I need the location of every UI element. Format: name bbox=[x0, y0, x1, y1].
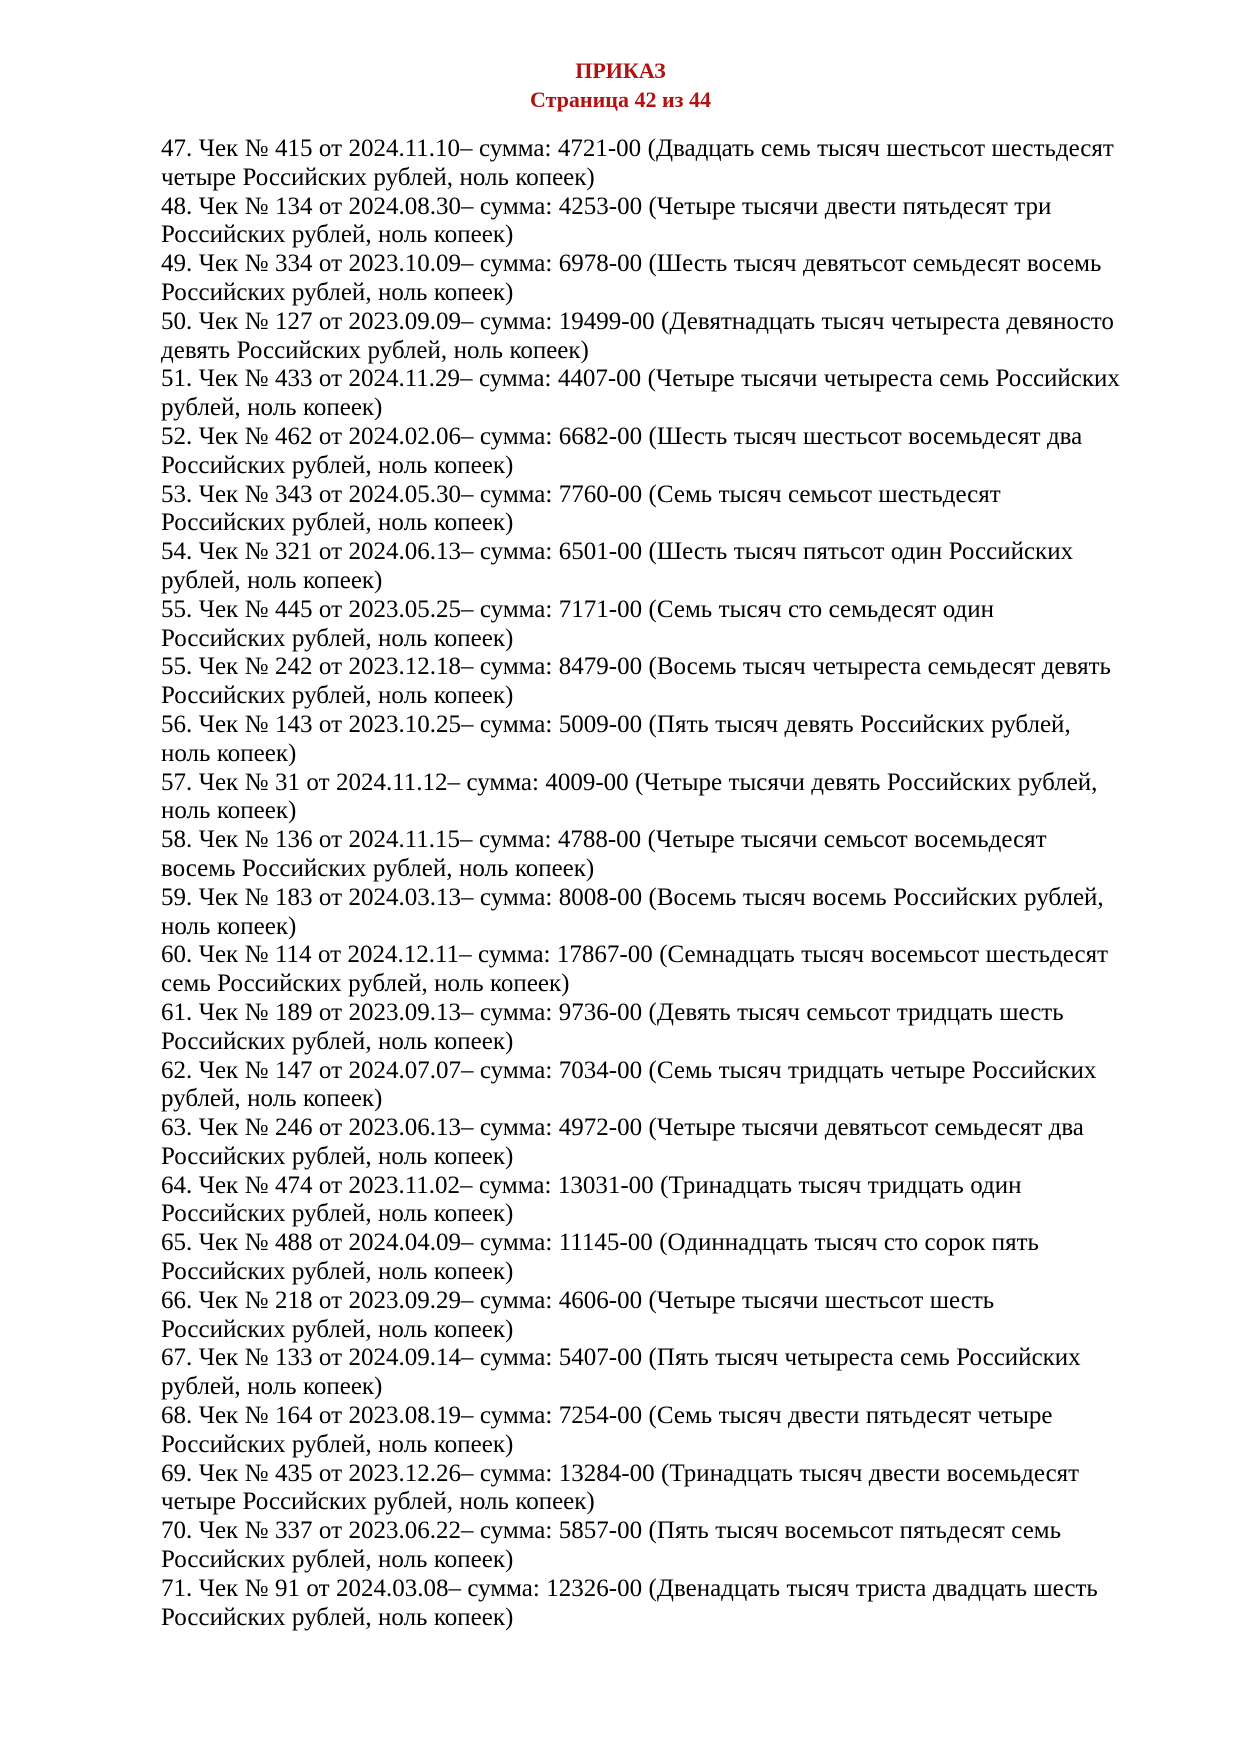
check-entry: 70. Чек № 337 от 2023.06.22– сумма: 5857-00 (Пять тысяч восемьсот пятьдесят семь Российских рублей, ноль копеек) bbox=[161, 1517, 1062, 1574]
check-entry: 68. Чек № 164 от 2023.08.19– сумма: 7254-00 (Семь тысяч двести пятьдесят четыре Российских рублей, ноль копеек) bbox=[161, 1402, 1053, 1458]
check-entry: 59. Чек № 183 от 2024.03.13– сумма: 8008-00 (Восемь тысяч восемь Российских рублей, ноль копеек) bbox=[161, 883, 1104, 940]
check-entry: 52. Чек № 462 от 2024.02.06– сумма: 6682-00 (Шесть тысяч шестьсот восемьдесят два Российских рублей, ноль копеек) bbox=[161, 422, 1083, 479]
check-entry: 64. Чек № 474 от 2023.11.02– сумма: 13031-00 (Тринадцать тысяч тридцать один Российских рублей, ноль копеек) bbox=[161, 1171, 1022, 1228]
check-entry: 63. Чек № 246 от 2023.06.13– сумма: 4972-00 (Четыре тысячи девятьсот семьдесят два Российских рублей, ноль копеек) bbox=[161, 1114, 1084, 1170]
check-entry: 55. Чек № 445 от 2023.05.25– сумма: 7171-00 (Семь тысяч сто семьдесят один Российских рублей, ноль копеек) bbox=[161, 595, 995, 652]
check-entry: 67. Чек № 133 от 2024.09.14– сумма: 5407-00 (Пять тысяч четыреста семь Российских рублей, ноль копеек) bbox=[161, 1344, 1081, 1401]
check-entry: 69. Чек № 435 от 2023.12.26– сумма: 13284-00 (Тринадцать тысяч двести восемьдесят четыре Российских рублей, ноль копеек) bbox=[161, 1459, 1080, 1516]
check-list bbox=[0, 135, 1241, 1632]
check-entry: 58. Чек № 136 от 2024.11.15– сумма: 4788-00 (Четыре тысячи семьсот восемьдесят восемь Российских рублей, ноль копеек) bbox=[161, 826, 1047, 882]
check-entry: 60. Чек № 114 от 2024.12.11– сумма: 17867-00 (Семнадцать тысяч восемьсот шестьдесят семь Российских рублей, ноль копеек) bbox=[161, 941, 1109, 998]
document-title: ПРИКАЗ bbox=[575, 58, 666, 83]
check-entry: 51. Чек № 433 от 2024.11.29– сумма: 4407-00 (Четыре тысячи четыреста семь Российских рублей, ноль копеек) bbox=[161, 365, 1120, 422]
check-entry: 56. Чек № 143 от 2023.10.25– сумма: 5009-00 (Пять тысяч девять Российских рублей, ноль копеек) bbox=[161, 710, 1071, 767]
check-entry: 54. Чек № 321 от 2024.06.13– сумма: 6501-00 (Шесть тысяч пятьсот один Российских рублей, ноль копеек) bbox=[161, 538, 1074, 594]
document-header bbox=[0, 56, 1241, 114]
check-entry: 49. Чек № 334 от 2023.10.09– сумма: 6978-00 (Шесть тысяч девятьсот семьдесят восемь Российских рублей, ноль копеек) bbox=[161, 250, 1102, 306]
check-entry: 47. Чек № 415 от 2024.11.10– сумма: 4721-00 (Двадцать семь тысяч шестьсот шестьдесят четыре Российских рублей, ноль копеек) bbox=[161, 135, 1114, 191]
check-entry: 71. Чек № 91 от 2024.03.08– сумма: 12326-00 (Двенадцать тысяч триста двадцать шесть Российских рублей, ноль копеек) bbox=[161, 1574, 1098, 1631]
check-entry: 53. Чек № 343 от 2024.05.30– сумма: 7760-00 (Семь тысяч семьсот шестьдесят Российских рублей, ноль копеек) bbox=[161, 480, 1001, 537]
check-entry: 62. Чек № 147 от 2024.07.07– сумма: 7034-00 (Семь тысяч тридцать четыре Российских рублей, ноль копеек) bbox=[161, 1056, 1097, 1113]
check-entry: 50. Чек № 127 от 2023.09.09– сумма: 19499-00 (Девятнадцать тысяч четыреста девяносто девять Российских рублей, ноль копеек) bbox=[161, 307, 1114, 364]
check-entry: 48. Чек № 134 от 2024.08.30– сумма: 4253-00 (Четыре тысячи двести пятьдесят три Российских рублей, ноль копеек) bbox=[161, 192, 1052, 249]
check-entry: 61. Чек № 189 от 2023.09.13– сумма: 9736-00 (Девять тысяч семьсот тридцать шесть Российских рублей, ноль копеек) bbox=[161, 998, 1064, 1055]
check-entry: 57. Чек № 31 от 2024.11.12– сумма: 4009-00 (Четыре тысячи девять Российских рублей, ноль копеек) bbox=[161, 768, 1098, 825]
check-entry: 66. Чек № 218 от 2023.09.29– сумма: 4606-00 (Четыре тысячи шестьсот шесть Российских рублей, ноль копеек) bbox=[161, 1286, 995, 1343]
check-entry: 65. Чек № 488 от 2024.04.09– сумма: 11145-00 (Одиннадцать тысяч сто сорок пять Российских рублей, ноль копеек) bbox=[161, 1229, 1039, 1286]
page-indicator: Страница 42 из 44 bbox=[530, 87, 711, 112]
check-entry: 55. Чек № 242 от 2023.12.18– сумма: 8479-00 (Восемь тысяч четыреста семьдесят девять Российских рублей, ноль копеек) bbox=[161, 653, 1111, 710]
